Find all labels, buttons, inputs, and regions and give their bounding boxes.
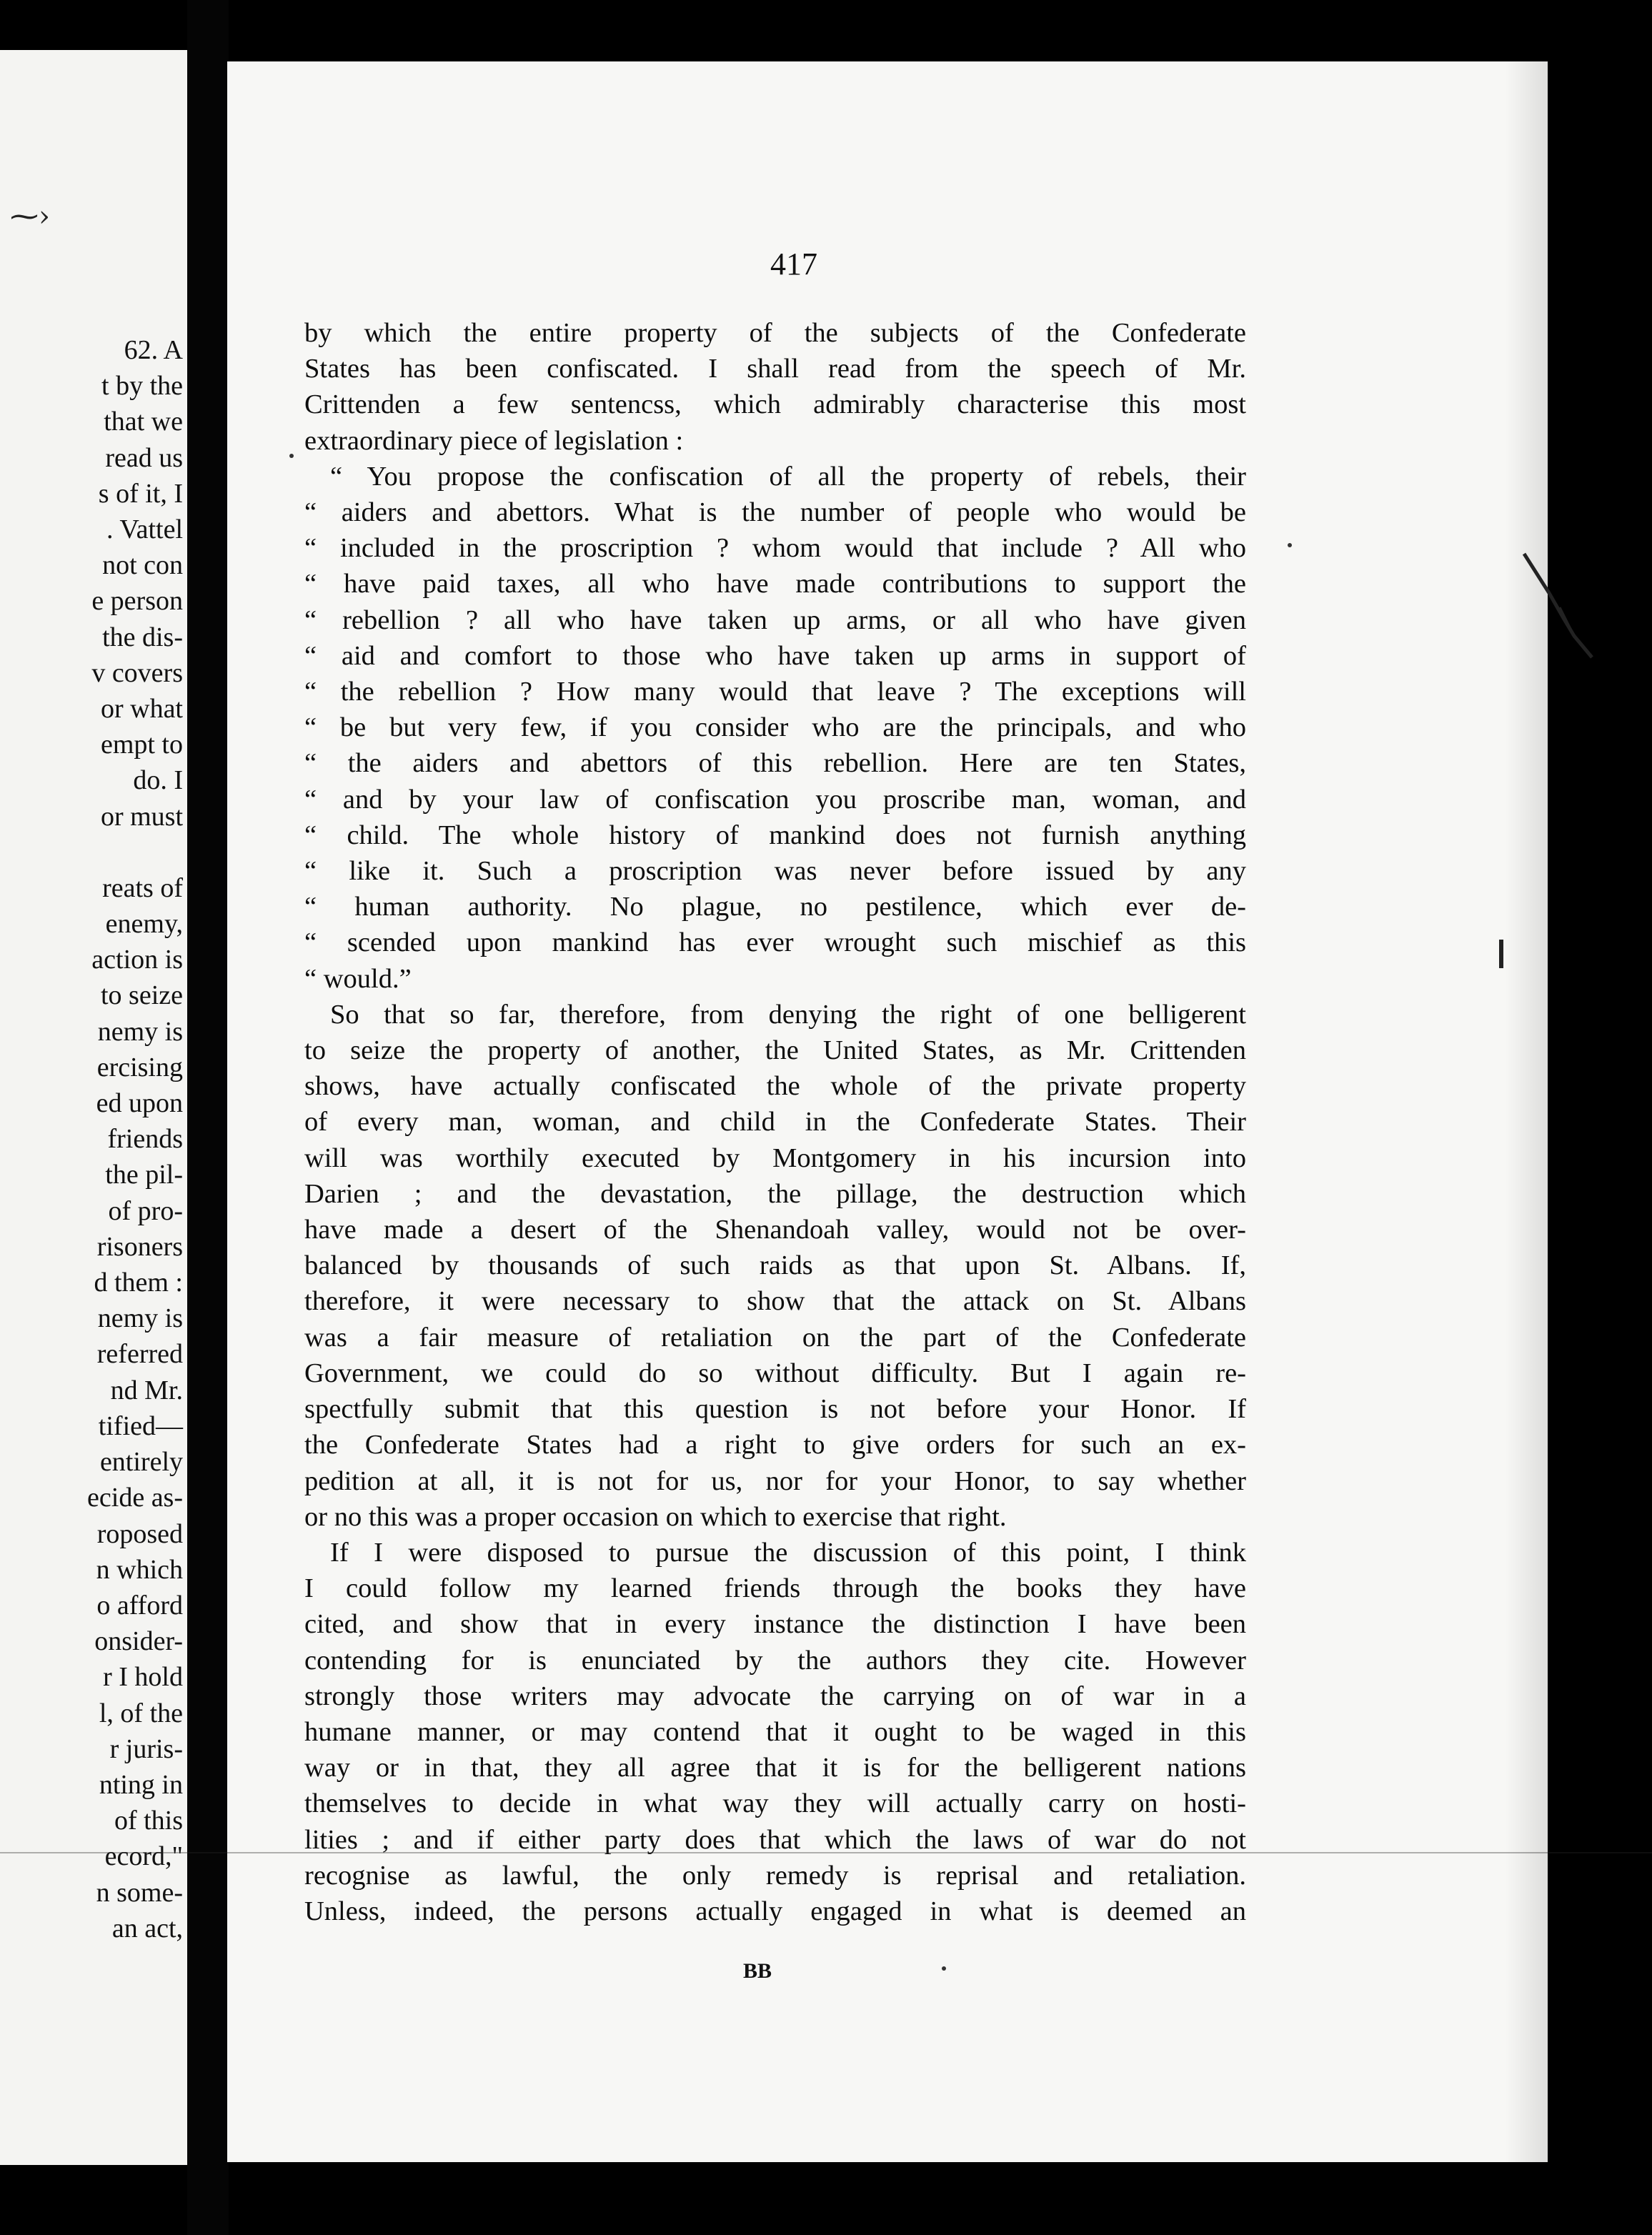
left-fragment-line: 62. A [124, 335, 183, 365]
left-fragment-line: ecord," [104, 1841, 183, 1872]
text-line: “ included in the proscription ? whom would that include ? All who [304, 533, 1246, 564]
left-fragment-line: nemy is [97, 1303, 183, 1334]
left-fragment-line: action is [91, 945, 183, 975]
text-line: Crittenden a few sentencss, which admirably characterise this most [304, 389, 1246, 420]
left-fragment-line: nting in [99, 1769, 183, 1800]
left-fragment-line: or must [100, 801, 183, 832]
text-line: Unless, indeed, the persons actually engaged in what is deemed an [304, 1896, 1246, 1926]
text-line: the Confederate States had a right to give orders for such an ex- [304, 1430, 1246, 1460]
left-fragment-line: l, of the [99, 1698, 183, 1728]
text-line: by which the entire property of the subjects of the Confederate [304, 318, 1246, 348]
left-fragment-line: v covers [91, 657, 183, 688]
left-fragment-line: empt to [100, 730, 183, 760]
text-line: contending for is enunciated by the authors they cite. However [304, 1645, 1246, 1676]
signature-mark: BB [743, 1959, 772, 1983]
text-line: balanced by thousands of such raids as that upon St. Albans. If, [304, 1250, 1246, 1281]
scan-line-artifact [0, 1852, 1652, 1853]
text-line: to seize the property of another, the United States, as Mr. Crittenden [304, 1035, 1246, 1066]
text-line: Darien ; and the devastation, the pillage, the destruction which [304, 1178, 1246, 1209]
body-text [304, 315, 1246, 1929]
left-fragment-line: reats of [102, 872, 183, 903]
text-line: shows, have actually confiscated the whole of the private property [304, 1071, 1246, 1102]
left-fragment-line: or what [100, 694, 183, 725]
paragraph-3 [304, 1535, 1246, 1929]
pencil-scribble-icon: ⁓› [10, 200, 50, 233]
text-line: recognise as lawful, the only remedy is reprisal and retaliation. [304, 1860, 1246, 1891]
text-line: “ scended upon mankind has ever wrought such mischief as this [304, 927, 1246, 958]
text-line: way or in that, they all agree that it is for the belligerent nations [304, 1753, 1246, 1783]
left-fragment-line: ecide as- [87, 1483, 183, 1513]
left-fragment-line: that we [104, 407, 183, 437]
text-line: humane manner, or may contend that it ought to be waged in this [304, 1716, 1246, 1747]
left-fragment-line: the dis- [102, 622, 183, 652]
text-line: If I were disposed to pursue the discussion of this point, I think [330, 1537, 1246, 1568]
left-fragment-line: read us [105, 442, 183, 473]
text-line: “ aiders and abettors. What is the number of people who would be [304, 497, 1246, 528]
left-fragment-line: of pro- [108, 1195, 183, 1226]
margin-mark [1499, 940, 1503, 968]
text-line: Government, we could do so without difficulty. But I again re- [304, 1358, 1246, 1388]
left-fragment-line: s of it, I [98, 478, 183, 509]
text-line: spectfully submit that this question is not before your Honor. If [304, 1394, 1246, 1425]
block-quote [304, 459, 1246, 997]
left-fragment-line: not con [102, 550, 183, 581]
left-fragment-line: onsider- [94, 1626, 183, 1657]
text-line: lities ; and if either party does that which the laws of war do not [304, 1824, 1246, 1855]
text-line: “ have paid taxes, all who have made contributions to support the [304, 569, 1246, 599]
text-line: of every man, woman, and child in the Confederate States. Their [304, 1107, 1246, 1138]
left-fragment-line: t by the [101, 371, 183, 402]
text-line: “ aid and comfort to those who have taken up arms in support of [304, 640, 1246, 671]
dust-speck [1288, 543, 1292, 547]
left-page-text-fragments [87, 332, 183, 1946]
text-line: “ would.” [304, 963, 412, 994]
text-line: States has been confiscated. I shall read from the speech of Mr. [304, 354, 1246, 384]
text-line: “ be but very few, if you consider who are the principals, and who [304, 712, 1246, 743]
left-fragment-line: do. I [133, 765, 183, 796]
text-line: “ human authority. No plague, no pestilence, which ever de- [304, 892, 1246, 922]
left-fragment-line: to seize [100, 980, 183, 1011]
text-line: “ the aiders and abettors of this rebellion. Here are ten States, [304, 748, 1246, 779]
left-fragment-line: of this [114, 1806, 183, 1836]
left-fragment-line: an act, [111, 1913, 183, 1943]
text-line: themselves to decide in what way they will actually carry on hosti- [304, 1788, 1246, 1819]
left-fragment-line: ercising [96, 1052, 183, 1082]
text-line: will was worthily executed by Montgomery in his incursion into [304, 1143, 1246, 1173]
left-fragment-line: nd Mr. [110, 1375, 183, 1405]
page-number: 417 [770, 247, 817, 282]
left-fragment-line: enemy, [105, 909, 183, 940]
left-fragment-line: roposed [96, 1518, 183, 1549]
text-line: was a fair measure of retaliation on the part of the Confederate [304, 1322, 1246, 1353]
left-fragment-line: friends [107, 1124, 183, 1155]
left-fragment-line [87, 835, 183, 870]
text-line: “ like it. Such a proscription was never before issued by any [304, 856, 1246, 887]
text-line: I could follow my learned friends through the books they have [304, 1573, 1246, 1604]
main-page [227, 61, 1548, 2162]
text-line: therefore, it were necessary to show that the attack on St. Albans [304, 1286, 1246, 1317]
text-line: “ You propose the confiscation of all the property of rebels, their [330, 461, 1246, 492]
left-fragment-line: r juris- [109, 1733, 183, 1764]
left-fragment-line: referred [96, 1339, 183, 1370]
left-fragment-line: the pil- [105, 1160, 183, 1190]
text-line: strongly those writers may advocate the carrying on of war in a [304, 1681, 1246, 1711]
text-line: “ child. The whole history of mankind does not furnish anything [304, 820, 1246, 850]
ink-stroke-icon [1521, 550, 1599, 664]
left-fragment-line: entirely [99, 1447, 183, 1478]
paragraph-2 [304, 997, 1246, 1535]
left-fragment-line: . Vattel [106, 514, 183, 545]
page-edge-shadow [1505, 61, 1548, 2162]
text-line: So that so far, therefore, from denying the right of one belligerent [330, 999, 1246, 1030]
left-fragment-line: tified— [98, 1410, 183, 1441]
left-fragment-line: n which [96, 1554, 183, 1585]
left-fragment-line: nemy is [97, 1016, 183, 1047]
left-fragment-line: r I hold [103, 1662, 183, 1693]
left-fragment-line: n some- [96, 1877, 183, 1908]
left-facing-page [0, 50, 187, 2165]
book-gutter [187, 0, 229, 2235]
text-line: extraordinary piece of legislation : [304, 425, 684, 456]
text-line: or no this was a proper occasion on which to exercise that right. [304, 1501, 1007, 1532]
left-fragment-line: risoners [96, 1231, 183, 1262]
left-fragment-line: d them : [94, 1268, 183, 1298]
left-fragment-line: o afford [96, 1590, 183, 1621]
dust-speck [942, 1966, 946, 1971]
left-fragment-line: ed upon [96, 1088, 183, 1119]
text-line: “ and by your law of confiscation you proscribe man, woman, and [304, 784, 1246, 815]
text-line: pedition at all, it is not for us, nor for your Honor, to say whether [304, 1465, 1246, 1496]
intro-paragraph [304, 315, 1246, 459]
left-fragment-line: e person [91, 586, 183, 617]
text-line: “ rebellion ? all who have taken up arms, or all who have given [304, 604, 1246, 635]
dust-speck [289, 454, 294, 458]
text-line: “ the rebellion ? How many would that leave ? The exceptions will [304, 677, 1246, 707]
text-line: have made a desert of the Shenandoah valley, would not be over- [304, 1215, 1246, 1245]
text-line: cited, and show that in every instance the distinction I have been [304, 1609, 1246, 1640]
